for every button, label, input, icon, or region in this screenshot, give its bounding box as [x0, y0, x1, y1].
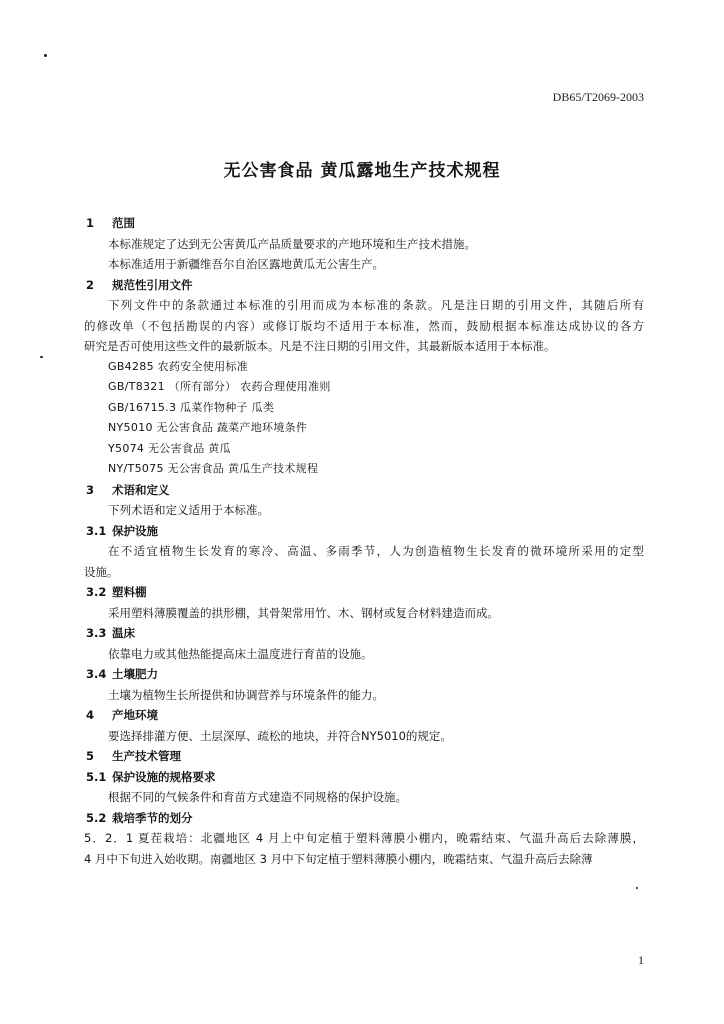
section-number: 2	[86, 277, 95, 292]
scan-speck	[636, 887, 638, 889]
section-heading	[84, 664, 644, 685]
paragraph-continuation: 4 月中下旬进入始收期。南疆地区 3 月中下旬定植于塑料薄膜小棚内，晚霜结束、气温升高后去除薄	[84, 851, 593, 866]
section-number: 5.2	[86, 810, 107, 825]
section-title: 术语和定义	[112, 482, 170, 497]
reference-item: GB4285 农药安全使用标准	[108, 359, 249, 373]
section-title: 保护设施	[112, 523, 158, 538]
section-heading	[84, 213, 644, 234]
section-title: 生产技术管理	[112, 749, 181, 763]
section-heading	[84, 705, 644, 726]
section-number: 3.4	[86, 667, 107, 681]
section-heading	[84, 767, 644, 788]
section-number: 3.3	[86, 626, 107, 640]
reference-item: GB/16715.3 瓜菜作物种子 瓜类	[108, 400, 275, 414]
section-heading	[84, 746, 644, 767]
paragraph-line: 本标准适用于新疆维吾尔自治区露地黄瓜无公害生产。	[108, 257, 384, 271]
paragraph-continuation: 5．2．1 夏茬栽培：北疆地区 4 月上中旬定植于塑料薄膜小棚内，晚霜结束、气温升高后去除薄膜，	[84, 831, 644, 845]
paragraph-line: 要选择排灌方便、土层深厚、疏松的地块，并符合NY5010的规定。	[108, 728, 452, 743]
section-heading	[84, 808, 644, 829]
paragraph-continuation: 设施。	[84, 564, 119, 579]
scan-speck	[40, 356, 43, 358]
reference-item: GB/T8321 （所有部分） 农药合理使用准则	[108, 380, 331, 393]
section-number: 4	[86, 708, 95, 722]
paragraph-continuation: 研究是否可使用这些文件的最新版本。凡是不注日期的引用文件，其最新版本适用于本标准。	[84, 339, 556, 353]
section-heading	[84, 521, 644, 542]
section-title: 范围	[112, 216, 135, 230]
reference-item: NY/T5075 无公害食品 黄瓜生产技术规程	[108, 462, 319, 475]
section-number: 5	[86, 749, 95, 763]
doc-code: DB65/T2069-2003	[552, 90, 644, 104]
section-number: 5.1	[86, 769, 107, 784]
section-title: 温床	[112, 626, 135, 640]
section-title: 产地环境	[112, 708, 158, 722]
section-heading	[84, 582, 644, 603]
paragraph-continuation: 的修改单（不包括勘误的内容）或修订版均不适用于本标准，然而，鼓励根据本标准达成协议的各方	[84, 318, 644, 333]
paragraph-line: 本标准规定了达到无公害黄瓜产品质量要求的产地环境和生产技术措施。	[108, 236, 476, 251]
section-heading	[84, 275, 644, 296]
section-title: 保护设施的规格要求	[112, 769, 216, 784]
section-title: 规范性引用文件	[112, 277, 193, 292]
page-number: 1	[638, 953, 644, 967]
body-text	[84, 213, 644, 869]
section-number: 3.2	[86, 585, 107, 599]
reference-item: NY5010 无公害食品 蔬菜产地环境条件	[108, 421, 308, 434]
paragraph-line: 依靠电力或其他热能提高床土温度进行育苗的设施。	[108, 646, 373, 661]
section-heading	[84, 623, 644, 644]
paragraph-line: 在不适宜植物生长发育的寒冷、高温、多雨季节，人为创造植物生长发育的微环境所采用的定型	[108, 544, 644, 558]
reference-item: Y5074 无公害食品 黄瓜	[108, 441, 231, 455]
section-number: 3	[86, 482, 95, 497]
section-title: 塑料棚	[112, 585, 147, 599]
scan-speck	[44, 54, 47, 57]
paragraph-line: 下列文件中的条款通过本标准的引用而成为本标准的条款。凡是注日期的引用文件，其随后所有	[108, 298, 644, 312]
section-title: 栽培季节的划分	[112, 810, 193, 825]
paragraph-line: 土壤为植物生长所提供和协调营养与环境条件的能力。	[108, 687, 384, 702]
section-number: 1	[86, 216, 95, 230]
page-title: 无公害食品 黄瓜露地生产技术规程	[223, 161, 501, 181]
section-heading	[84, 480, 644, 501]
section-number: 3.1	[86, 523, 107, 538]
paragraph-line: 根据不同的气候条件和育苗方式建造不同规格的保护设施。	[108, 790, 407, 804]
paragraph-line: 采用塑料薄膜覆盖的拱形棚，其骨架常用竹、木、钢材或复合材料建造而成。	[108, 605, 499, 620]
section-title: 土壤肥力	[112, 667, 158, 681]
paragraph-line: 下列术语和定义适用于本标准。	[108, 503, 269, 517]
